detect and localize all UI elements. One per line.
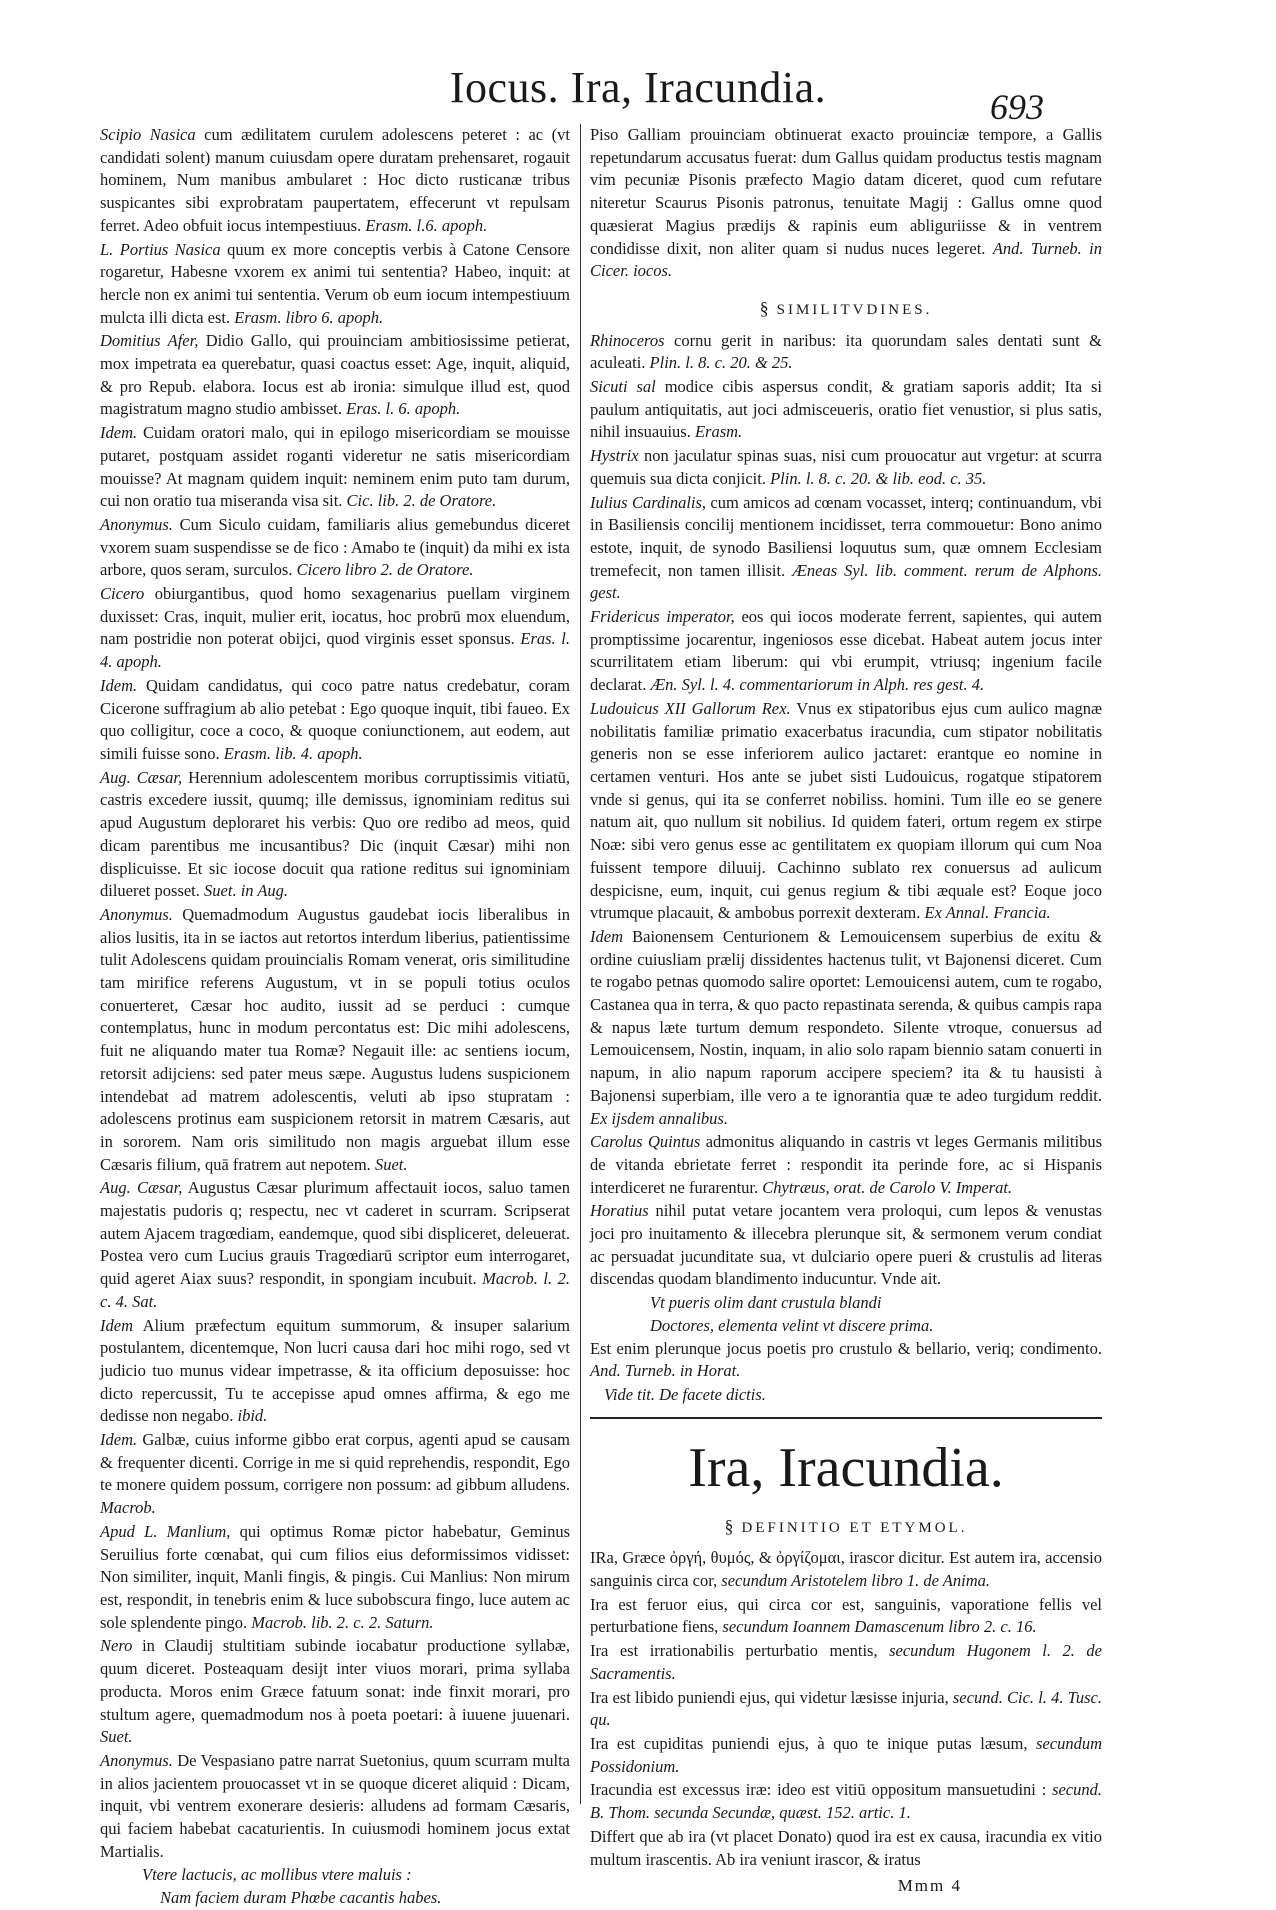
definitio-entry <box>590 1547 1102 1592</box>
entry-source: ibid. <box>237 1406 268 1426</box>
entry-text: Augustus Cæsar plurimum affectauit iocos, saluo tamen majestatis pudoris q; respectu, nec vt caderet in scurram. Scripserat autem Ajacem tragœdiam, eandemque, quod sibi displiceret, deleuerat. Postea vero cum Lucius grauis Tragœdiarū scriptor eum interrogaret, quid ageret Aiax suus? respondit, in spongiam incubuit. <box>100 1178 570 1289</box>
horace-quote-line-1: Vt pueris olim dant crustula blandi <box>650 1293 882 1313</box>
entry-source: Erasm. l.6. apoph. <box>365 215 488 235</box>
entry-author: Anonymus. <box>100 1750 173 1770</box>
section-title: Ira, Iracundia. <box>688 1436 1004 1499</box>
similitudines-entries <box>590 330 1102 1292</box>
entry-text: Ira est cupiditas puniendi ejus, à quo te inique putas læsum, <box>590 1734 1028 1753</box>
similitudo-entry <box>590 926 1102 1130</box>
section-divider <box>590 1417 1102 1419</box>
section-mark-icon: § <box>724 1515 734 1536</box>
entry-text: cornu gerit in naribus: ita quorundam sales dentati sunt & aculeati. <box>590 330 1102 373</box>
definitio-entry <box>590 1826 1102 1871</box>
jocus-entry <box>100 330 570 421</box>
closing-text: Est enim plerunque jocus poetis pro crustulo & bellario, veriq; condimento. <box>590 1338 1102 1358</box>
entry-text: admonitus aliquando in castris vt leges Germanis militibus de vitanda ebrietate ferret : respondit ita perinde fore, ac si Hispanis interdiceret ne furarentur. <box>590 1132 1103 1197</box>
jocus-entry <box>100 583 570 674</box>
entry-text: Vnus ex stipatoribus ejus cum aulico magnæ nobilitatis familiæ primatio exacerbatus iracundia, cum stipator nobilitatis generis non se esse inferiorem aulico jactaret: erantque eo nomine in certamen venturi. Hos ante se jubet sisti Ludouicus, rogatque stipatorem vnde si genus, qui ita se conferret nobiliss. homini. Tum ille eo se genere natum ait, quo nullum sit nobilius. Id quidem fateri, ortum regem ex stirpe Noæ: sibi vero genus esse ac gentilitatem ex quopiam illorum qui cum Noa fuissent tempore diluuij. Cachinno sublato rex conuersus ad aulicum despicisne, eum, inquit, cui genus regium & tibi æquale est? Eoque joco vtrumque placauit, & ambobus porrexit dexteram. <box>590 698 1102 923</box>
see-also-reference: Vide tit. De facete dictis. <box>604 1384 766 1404</box>
similitudo-entry <box>590 1131 1102 1199</box>
entry-source: Macrob. <box>100 1498 156 1518</box>
entry-author: Hystrix <box>590 446 639 466</box>
entry-text: Galbæ, cuius informe gibbo erat corpus, agenti apud se causam & frequenter dicenti. Corrige in me si quid reprehendis, respondit, Ego te monere quidem possum, corrigere non possum: ad gibbum alludens. <box>100 1430 570 1495</box>
ira-definition-entries <box>590 1547 1102 1871</box>
entry-author: Carolus Quintus <box>590 1132 701 1152</box>
jocus-entry <box>100 1635 570 1749</box>
entry-text: Alium præfectum equitum summorum, & insuper salarium postulantem, dicentemque, Non lucri causa dari hoc mihi rogo, sed vt judicio tuo munus videar impetrasse, & ita officium deposuisse: hoc dicto repercussit, Tu te accepisse apud omnes affirma, & ego me dedisse non negabo. <box>100 1315 570 1426</box>
entry-source: Ex ijsdem annalibus. <box>590 1108 728 1128</box>
closing-source: And. Turneb. in Horat. <box>590 1361 741 1381</box>
entry-source: secundum Ioannem Damascenum libro 2. c. 16. <box>722 1617 1037 1637</box>
entry-text: Cum Siculo cuidam, familiaris alius gemebundus diceret vxorem suam suspendisse se de fico : Amabo te (inquit) da mihi ex ista arbore, quos seram, surculos. <box>100 514 570 580</box>
jocus-entry <box>590 124 1102 283</box>
similitudo-entry <box>590 1200 1102 1291</box>
entry-text: nihil putat vetare jocantem vera proloqui, cum lepos & venustas joci pro inuitamento & illecebra plerunque sit, & sermonem verum condiat ac persuadat jucunditate sua, vt dulciario opere pueri & crustulis ad literas discendas quodam blandimento inducuntur. Vnde ait. <box>590 1201 1102 1289</box>
entry-author: Apud L. Manlium, <box>100 1521 231 1541</box>
entry-text: Piso Galliam prouinciam obtinuerat exacto prouinciæ tempore, a Gallis repetundarum accusatus fuerat: dum Gallus quidam productus testis magnam vim pecuniæ Pisonis præfecto Magio datam diceret, quod cum refutare niteretur Scaurus Pisonis patronus, tenuitate Magij : Gallus omne quod quæsierat Magius prædijs & rapinis eum abliguriisse & in ventrem condidisse dixit, non aliter quam si nudus nuces legeret. <box>590 125 1102 258</box>
entry-source: Eras. l. 6. apoph. <box>346 399 461 419</box>
right-column <box>590 124 1103 1896</box>
entry-source: secund. B. Thom. secunda Secundæ, quæst. 152. artic. 1. <box>590 1780 1103 1823</box>
entry-text: Herennium adolescentem moribus corruptissimis vitiatū, castris excedere iussit, quumq; ille demissus, ignominiam reditus sui apud Augustum deploraret his verbis: Quo ore redibo ad meos, quid dicam parentibus me incusantibus? Dic (inquit Cæsar) mihi non displicuisse. Et sic iocose docuit qua ratione reditus sui ignominiam dilueret posset. <box>100 767 570 901</box>
left-column-entries <box>100 124 570 1863</box>
similitudo-entry <box>590 445 1102 490</box>
definitio-entry <box>590 1779 1102 1824</box>
jocus-entry <box>100 239 570 330</box>
signature-mark: Mmm 4 <box>897 1876 962 1896</box>
entry-text: cum ædilitatem curulem adolescens peteret : ac (vt candidati solent) manum cuiusdam opere duratam prehensaret, rogauit hominem, Num manibus ambularet : Hoc dicto rusticanæ tribus suspicantes sibi exprobratam paupertatem, effecerunt vt repulsam ferret. Adeo obfuit iocus intempestiuus. <box>100 125 571 235</box>
jocus-entry <box>100 675 570 766</box>
entry-source: Plin. l. 8. c. 20. & 25. <box>649 353 793 373</box>
definitio-entry <box>590 1640 1102 1685</box>
horace-quote-line-2: Doctores, elementa velint vt discere prima. <box>650 1315 934 1335</box>
jocus-entry <box>100 904 570 1176</box>
entry-text: De Vespasiano patre narrat Suetonius, quum scurram multa in alios jacientem prouocasset vt in se quoque diceret aliquid : Dicam, inquit, vbi ventrem exonerare desieris: alludens ad formam Cæsaris, qui faciem habebat cacaturientis. In cuiusmodi hominem jocus extat Martialis. <box>100 1750 570 1861</box>
entry-source: Suet. in Aug. <box>204 881 289 901</box>
entry-source: Suet. <box>374 1154 408 1174</box>
definitio-entry <box>590 1594 1102 1639</box>
right-column-continued-entries <box>590 124 1102 283</box>
entry-text: Iracundia est excessus iræ: ideo est vitiū oppositum mansuetudini : <box>590 1780 1047 1800</box>
jocus-entry <box>100 124 570 238</box>
entry-author: Aug. Cæsar, <box>100 1178 183 1198</box>
entry-text: obiurgantibus, quod homo sexagenarius puellam virginem duxisset: Cras, inquit, mulier erit, iocatus, hoc probrū mox eluendum, nam postridie non poterat obijci, quod virginis esset sponsus. <box>100 584 570 649</box>
entry-source: Æneas Syl. lib. comment. rerum de Alphons. gest. <box>590 560 1102 603</box>
definitio-heading: § DEFINITIO ET ETYMOL. <box>724 1515 968 1536</box>
entry-source: secundum Aristotelem libro 1. de Anima. <box>721 1571 991 1591</box>
entry-author: Sicuti sal <box>590 377 656 397</box>
entry-author: Idem. <box>100 423 138 443</box>
jocus-entry <box>100 514 570 582</box>
entry-source: Æn. Syl. l. 4. commentariorum in Alph. res gest. 4. <box>650 675 985 695</box>
left-column <box>100 124 571 1908</box>
entry-text: Quidam candidatus, qui coco patre natus credebatur, coram Cicerone suffragium ab alio petebat : Ego quoque inquit, tibi faueo. Ex quo colligitur, coce a coco, & quoque coniunctionem, aut eodem, aut simili fuisse sono. <box>100 675 571 763</box>
entry-author: Domitius Afer, <box>100 331 199 351</box>
similitudo-entry <box>590 606 1102 697</box>
running-head: Iocus. Ira, Iracundia. <box>449 63 827 112</box>
definitio-entry <box>590 1733 1102 1778</box>
jocus-entry <box>100 1521 570 1635</box>
jocus-entry <box>100 1750 570 1864</box>
entry-author: Rhinoceros <box>590 330 665 350</box>
entry-author: Idem. <box>100 675 138 695</box>
entry-text: Ira est libido puniendi ejus, qui videtur læsisse injuria, <box>590 1687 949 1707</box>
page-number: 693 <box>990 87 1044 127</box>
entry-text: quum ex more conceptis verbis à Catone Censore rogaretur, Habesne vxorem ex animi tui sententia? Habeo, inquit: at hercle non ex animi tui sententia. Verum ob eum iocum intempestiuum mulcta illi dicta est. <box>100 239 571 327</box>
entry-source: Macrob. l. 2. c. 4. Sat. <box>100 1269 570 1311</box>
entry-author: Nero <box>100 1636 133 1656</box>
entry-text: Ira est feruor eius, qui circa cor est, sanguinis, vaporatione fellis vel perturbatione fiens, <box>590 1594 1102 1637</box>
entry-text: cum amicos ad cœnam vocasset, interq; continuandum, vbi in Basiliensis concilij mentionem incidisset, terra commouetur: Bono animo estote, inquit, de synodo Basiliensi loquutus sum, quæ omnem Ecclesiam tremefecit, non tamen illisit. <box>590 492 1102 580</box>
column-divider <box>580 124 581 1804</box>
entry-source: Erasm. <box>694 422 743 442</box>
similitudo-entry <box>590 492 1102 606</box>
entry-text: non jaculatur spinas suas, nisi cum prouocatur aut vrgetur: at scurra quemuis sua dicta conjicit. <box>590 446 1102 488</box>
entry-text: modice cibis aspersus condit, & gratiam saporis addit; Ita si paulum antiquitatis, aut joci admisceueris, oratio fiet venustior, si plus satis, nihil insuauius. <box>590 377 1102 442</box>
entry-source: And. Turneb. in Cicer. iocos. <box>590 238 1103 281</box>
entry-author: Horatius <box>590 1201 649 1221</box>
entry-author: Scipio Nasica <box>100 125 196 144</box>
similitudo-entry <box>590 330 1102 375</box>
martial-quote-line-1: Vtere lactucis, ac mollibus vtere maluis : <box>142 1865 412 1885</box>
entry-source: Suet. <box>100 1727 133 1747</box>
entry-source: Macrob. lib. 2. c. 2. Saturn. <box>251 1612 434 1632</box>
entry-source: Cic. lib. 2. de Oratore. <box>346 491 497 511</box>
entry-author: Fridericus imperator, <box>590 607 735 627</box>
entry-author: Aug. Cæsar, <box>100 767 183 787</box>
entry-text: qui optimus Romæ pictor habebatur, Geminus Seruilius forte cœnabat, qui cum filios eius deformissimos vidisset: Non similiter, inquit, Manli fingis, & pingis. Cui Manlius: Non mirum est, respondit, in tenebris enim & luce subobscura fingo, luce autem ac sole splendente pingo. <box>100 1521 570 1632</box>
entry-text: in Claudij stultitiam subinde iocabatur productione syllabæ, quum diceret. Posteaquam desijt inter viuos morari, prima syllaba producta. Moros enim Græce fatuum sonat: inde finxit morari, pro stultum agere, quemadmodum nos à poeta poetari: à iuuene juuenari. <box>100 1636 570 1724</box>
entry-text: Didio Gallo, qui prouinciam ambitiosissime petierat, mox impetrata ea querebatur, quasi coactus esset: Age, inquit, aliquid, & pro Repub. elabora. Iocus est ab ironia: simulque illud est, quod magistratum magno studio ambisset. <box>100 331 570 419</box>
similitudo-entry <box>590 376 1102 444</box>
entry-text: Quemadmodum Augustus gaudebat iocis liberalibus in alios lusitis, ita in se iactos aut retortos interdum liberius, patientissime tulit Adolescens quidam prouincialis Romam venerat, oris similitudine tam mirifice referens Augustum, vt in se populi totius oculos conuerteret, Cæsar hoc audito, iussit ad se perduci : cumque contemplatus, hunc in modum percontatus est: Dic mihi adolescens, fuit ne aliquando mater tua Romæ? Negauit ille: ac sentiens iocum, retorsit adijciens: sed pater meus sæpe. Augustus ludens suspicionem intendebat ad matrem adolescentis, veluti ab ipso stupratam : adolescens protinus eam suspicionem retorsit in matrem Cæsaris, aut in sororem. Nam oris similitudo non magis arguebat illum esse Cæsaris filium, quā fratrem aut nepotem. <box>100 904 571 1174</box>
entry-source: secund. Cic. l. 4. Tusc. qu. <box>590 1687 1103 1730</box>
jocus-entry <box>100 1315 570 1429</box>
entry-author: Iulius Cardinalis, <box>590 492 707 512</box>
jocus-entry <box>100 1177 570 1313</box>
entry-source: Plin. l. 8. c. 20. & lib. eod. c. 35. <box>770 468 987 488</box>
entry-source: Cicero libro 2. de Oratore. <box>296 560 474 580</box>
entry-text: eos qui iocos moderate ferrent, sapientes, qui autem promptissime jocarentur, ingeniosos esse dicebat. Habeat autem jocus inter scurrilitatem etiam liberum: qui vbi erumpit, vtriusq; ingenium facile declarat. <box>590 607 1103 695</box>
entry-author: Idem. <box>100 1430 138 1450</box>
jocus-entry <box>100 767 570 903</box>
entry-source: Erasm. libro 6. apoph. <box>234 307 384 327</box>
martial-quote-line-2: Nam faciem duram Phœbe cacantis habes. <box>160 1888 442 1908</box>
entry-author: Ludouicus XII Gallorum Rex. <box>590 698 791 718</box>
entry-text: Cuidam oratori malo, qui in epilogo misericordiam se mouisse putaret, postquam assidet roganti videretur ne satis misericordiam mouisse? At magnam quidem inquit: neminem enim puto tam durum, cui non oratio tua miseranda visa sit. <box>100 423 570 511</box>
similitudines-heading: § SIMILITVDINES. <box>759 297 933 318</box>
similitudo-entry <box>590 698 1102 925</box>
entry-author: Anonymus. <box>100 904 173 924</box>
entry-author: Cicero <box>100 584 145 604</box>
entry-author: L. Portius Nasica <box>100 239 221 259</box>
closing-paragraph <box>590 1338 1102 1383</box>
entry-author: Idem <box>590 926 623 946</box>
entry-text: Baionensem Centurionem & Lemouicensem superbius de exitu & ordine cuiusliam prælij dissidentes hactenus tulit, vt Bajonensi diceret. Cum te rogabo petnas quomodo salire oportet: Lemouicensi autem, cum te rogabo, Castanea qua in terra, & quo pacto repastinata serenda, & quibus campis rapa & napus læte turtum demum respondeto. Silente vtroque, conuersus ad Lemouicensem, Nostin, inquam, in alio solo rapam biennio satam conuerti in napum, in alio napum raporum accipere speciem? ita & tu hausisti à Bajonensi superbiam, ille vero a te ignorantia quæ te adeo turgidum reddit. <box>590 926 1103 1105</box>
entry-author: Idem <box>100 1315 133 1335</box>
entry-source: Eras. l. 4. apoph. <box>100 629 570 672</box>
jocus-entry <box>100 422 570 513</box>
entry-source: Ex Annal. Francia. <box>924 903 1051 923</box>
definitio-entry <box>590 1687 1102 1732</box>
entry-source: Chytræus, orat. de Carolo V. Imperat. <box>762 1177 1013 1197</box>
entry-source: secundum Hugonem l. 2. de Sacramentis. <box>590 1641 1103 1683</box>
entry-author: Anonymus. <box>100 514 173 534</box>
entry-source: Erasm. lib. 4. apoph. <box>223 743 363 763</box>
entry-text: Differt que ab ira (vt placet Donato) quod ira est ex causa, iracundia ex vitio multum irascentis. Ab ira veniunt irascor, & iratus <box>590 1826 1102 1869</box>
section-mark-icon: § <box>759 297 769 318</box>
entry-text: Ira est irrationabilis perturbatio mentis, <box>590 1641 878 1661</box>
entry-source: secundum Possidonium. <box>590 1734 1103 1776</box>
jocus-entry <box>100 1429 570 1520</box>
entry-text: IRa, Græce ὀργή, θυμός, & ὀργίζομαι, irascor dicitur. Est autem ira, accensio sanguinis circa cor, <box>590 1548 1102 1591</box>
